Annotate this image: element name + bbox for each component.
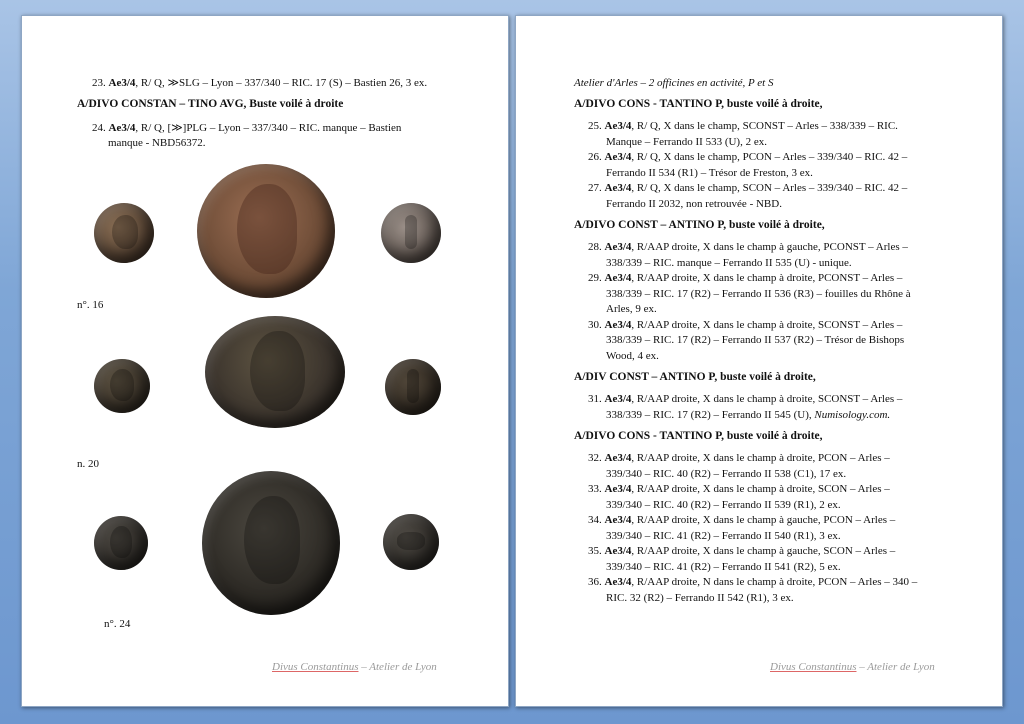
page-footer: Divus Constantinus – Atelier de Lyon bbox=[272, 661, 437, 673]
catalog-entry: 34. Ae3/4, R/AAP droite, X dans le champ à gauche, PCON – Arles – bbox=[588, 514, 896, 526]
catalog-entry: 27. Ae3/4, R/ Q, X dans le champ, SCON – Arles – 339/340 – RIC. 42 – bbox=[588, 182, 908, 194]
document-page-left bbox=[21, 15, 509, 707]
catalog-entry: 36. Ae3/4, R/AAP droite, N dans le champ à droite, PCON – Arles – 340 – bbox=[588, 576, 918, 588]
catalog-entry-cont: Ferrando II 534 (R1) – Trésor de Freston, 3 ex. bbox=[606, 166, 813, 179]
catalog-entry-cont: Arles, 9 ex. bbox=[606, 303, 657, 315]
catalog-entry: 26. Ae3/4, R/ Q, X dans le champ, PCON – Arles – 339/340 – RIC. 42 – bbox=[588, 151, 908, 163]
coin-24-obverse-large bbox=[202, 471, 340, 615]
coin-20-obverse-small bbox=[94, 359, 150, 413]
coin-16-obverse-large bbox=[197, 164, 335, 298]
catalog-entry-cont: Wood, 4 ex. bbox=[606, 349, 659, 362]
catalog-entry-cont: 338/339 – RIC. 17 (R2) – Ferrando II 536 (R3) – fouilles du Rhône à bbox=[606, 287, 911, 300]
obverse-heading: A/DIVO CONST – ANTINO P, buste voilé à droite, bbox=[574, 219, 825, 231]
entry-24: 24. Ae3/4, R/ Q, [≫]PLG – Lyon – 337/340 – RIC. manque – Bastien bbox=[92, 122, 402, 134]
catalog-entry: 31. Ae3/4, R/AAP droite, X dans le champ à droite, SCONST – Arles – bbox=[588, 393, 903, 405]
catalog-entry: 28. Ae3/4, R/AAP droite, X dans le champ à gauche, PCONST – Arles – bbox=[588, 241, 908, 253]
obverse-heading: A/DIVO CONS - TANTINO P, buste voilé à droite, bbox=[574, 430, 823, 442]
catalog-entry: 30. Ae3/4, R/AAP droite, X dans le champ à droite, SCONST – Arles – bbox=[588, 318, 903, 331]
coin-20-obverse-large bbox=[205, 316, 345, 428]
catalog-entry-cont: 338/339 – RIC. 17 (R2) – Ferrando II 537 (R2) – Trésor de Bishops bbox=[606, 334, 905, 346]
catalog-entry: 35. Ae3/4, R/AAP droite, X dans le champ à gauche, SCON – Arles – bbox=[588, 545, 896, 557]
workshop-intro: Atelier d'Arles – 2 officines en activité, P et S bbox=[574, 77, 774, 89]
coin-label-16: n°. 16 bbox=[77, 299, 104, 311]
catalog-entry: 33. Ae3/4, R/AAP droite, X dans le champ à droite, SCON – Arles – bbox=[588, 483, 890, 495]
obverse-heading: A/DIVO CONSTAN – TINO AVG, Buste voilé à droite bbox=[77, 98, 344, 110]
catalog-entry-cont: 338/339 – RIC. 17 (R2) – Ferrando II 545 (U), Numisology.com. bbox=[606, 408, 891, 421]
coin-16-obverse-small bbox=[94, 203, 154, 263]
coin-24-obverse-small bbox=[94, 516, 148, 570]
coin-label-24: n°. 24 bbox=[104, 618, 131, 630]
coin-20-reverse bbox=[385, 359, 441, 415]
catalog-entry-cont: RIC. 32 (R2) – Ferrando II 542 (R1), 3 ex. bbox=[606, 591, 794, 604]
catalog-entry-cont: 339/340 – RIC. 40 (R2) – Ferrando II 539 (R1), 2 ex. bbox=[606, 498, 841, 511]
catalog-entry-cont: 339/340 – RIC. 41 (R2) – Ferrando II 541 (R2), 5 ex. bbox=[606, 560, 841, 573]
obverse-heading: A/DIVO CONS - TANTINO P, buste voilé à droite, bbox=[574, 98, 823, 110]
document-page-right bbox=[515, 15, 1003, 707]
entry-23: 23. Ae3/4, R/ Q, ≫SLG – Lyon – 337/340 – RIC. 17 (S) – Bastien 26, 3 ex. bbox=[92, 77, 428, 89]
catalog-entry: 32. Ae3/4, R/AAP droite, X dans le champ à droite, PCON – Arles – bbox=[588, 452, 890, 464]
catalog-entry-cont: 338/339 – RIC. manque – Ferrando II 535 (U) - unique. bbox=[606, 256, 852, 269]
coin-16-reverse bbox=[381, 203, 441, 263]
coin-label-20: n. 20 bbox=[77, 458, 99, 470]
catalog-entry-cont: Ferrando II 2032, non retrouvée - NBD. bbox=[606, 197, 782, 210]
catalog-entry-cont: 339/340 – RIC. 40 (R2) – Ferrando II 538 (C1), 17 ex. bbox=[606, 467, 847, 480]
obverse-heading: A/DIV CONST – ANTINO P, buste voilé à droite, bbox=[574, 371, 816, 383]
catalog-entry-cont: Manque – Ferrando II 533 (U), 2 ex. bbox=[606, 135, 767, 148]
page-footer: Divus Constantinus – Atelier de Lyon bbox=[770, 661, 935, 673]
coin-24-reverse bbox=[383, 514, 439, 570]
catalog-entry: 29. Ae3/4, R/AAP droite, X dans le champ à droite, PCONST – Arles – bbox=[588, 272, 903, 284]
catalog-entry: 25. Ae3/4, R/ Q, X dans le champ, SCONST – Arles – 338/339 – RIC. bbox=[588, 120, 898, 132]
catalog-entry-cont: 339/340 – RIC. 41 (R2) – Ferrando II 540 (R1), 3 ex. bbox=[606, 529, 841, 542]
entry-24-cont: manque - NBD56372. bbox=[108, 137, 206, 149]
